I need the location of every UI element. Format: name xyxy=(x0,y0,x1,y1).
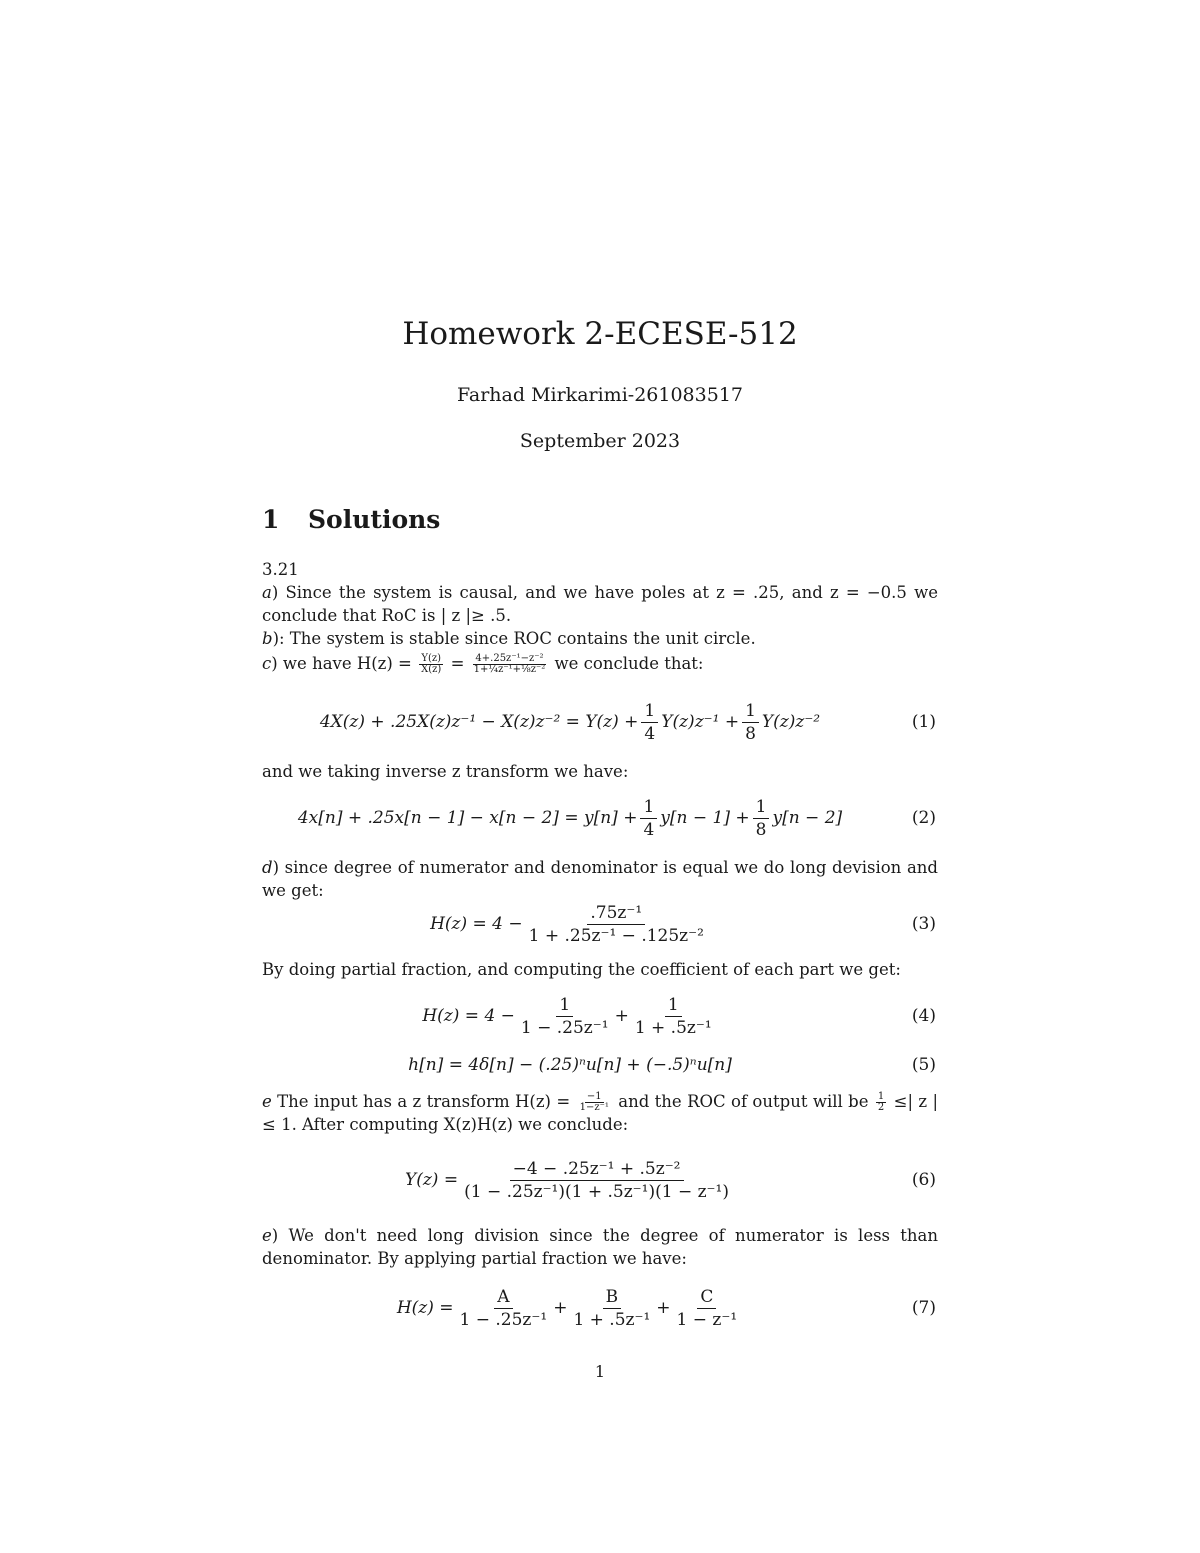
part-b xyxy=(262,627,938,650)
fraction-denominator: 8 xyxy=(755,819,767,840)
fraction-numerator: 1 xyxy=(877,1091,885,1102)
eq7-left: H(z) = xyxy=(396,1298,454,1318)
equation-3 xyxy=(262,904,938,944)
fraction-numerator: B xyxy=(603,1286,622,1309)
part-a xyxy=(262,581,938,627)
part-b-label: b xyxy=(262,629,273,648)
plus-sign: + xyxy=(614,1006,629,1026)
fraction-numerator: Y(z) xyxy=(421,653,442,664)
eq4-left: H(z) = 4 − xyxy=(422,1006,515,1026)
plus-sign: + xyxy=(656,1298,671,1318)
paragraph-problem-intro xyxy=(262,558,938,675)
part-d-label: d xyxy=(262,858,273,877)
part-b-text: ): The system is stable since ROC contains the unit circle. xyxy=(272,629,756,648)
fraction-denominator: (1 − .25z⁻¹)(1 + .5z⁻¹)(1 − z⁻¹) xyxy=(464,1181,729,1202)
part-d-text: ) since degree of numerator and denominator is equal we do long devision and we get: xyxy=(262,858,938,900)
section-title: Solutions xyxy=(308,505,441,534)
equation-4 xyxy=(262,996,938,1036)
fraction xyxy=(640,796,657,841)
equation-body xyxy=(262,702,878,742)
part-c-lead: ) we have H(z) = xyxy=(271,654,412,673)
part-e-tail: ≤| z |≤ 1. After computing X(z)H(z) we conclude: xyxy=(262,1092,939,1134)
fraction xyxy=(461,1158,732,1203)
date-line: September 2023 xyxy=(519,430,681,452)
fraction-numerator: .75z⁻¹ xyxy=(587,902,645,925)
part-e2-label: e xyxy=(262,1226,272,1245)
eq1-mid: Y(z)z⁻¹ + xyxy=(661,712,740,732)
fraction xyxy=(742,700,759,745)
inline-fraction-transfer xyxy=(472,654,548,675)
fraction-numerator: −4 − .25z⁻¹ + .5z⁻² xyxy=(510,1158,684,1181)
equation-body xyxy=(262,996,878,1036)
fraction-numerator: C xyxy=(697,1286,716,1309)
fraction-numerator: A xyxy=(494,1286,512,1309)
fraction-numerator: −1 xyxy=(586,1091,602,1102)
part-e2-text: ) We don't need long division since the degree of numerator is less than denominator. By applying partial fraction we have: xyxy=(262,1226,938,1268)
equation-number: (6) xyxy=(911,1170,936,1190)
fraction-numerator: 1 xyxy=(665,994,682,1017)
eq1-left: 4X(z) + .25X(z)z⁻¹ − X(z)z⁻² = Y(z) + xyxy=(319,712,639,732)
equation-number: (7) xyxy=(911,1298,936,1318)
plus-sign: + xyxy=(553,1298,568,1318)
equation-5 xyxy=(262,1048,938,1082)
fraction-numerator: 4+.25z⁻¹−z⁻² xyxy=(475,653,544,664)
paragraph-inverse-z: and we taking inverse z transform we have: xyxy=(262,762,629,781)
eq3-left: H(z) = 4 − xyxy=(430,914,523,934)
fraction-denominator: 1+¼z⁻¹+⅛z⁻² xyxy=(473,664,546,675)
equation-number: (1) xyxy=(911,712,936,732)
fraction-numerator: 1 xyxy=(641,700,658,723)
inline-fraction-yx xyxy=(419,654,443,675)
fraction xyxy=(641,700,658,745)
fraction-numerator: 1 xyxy=(640,796,657,819)
fraction-denominator: 1 + .5z⁻¹ xyxy=(634,1017,712,1038)
equals-sign: = xyxy=(450,654,465,673)
inline-fraction-input xyxy=(578,1092,611,1113)
equation-number: (3) xyxy=(911,914,936,934)
problem-number: 3.21 xyxy=(262,560,299,579)
equation-body xyxy=(262,904,878,944)
fraction-denominator: 1 + .5z⁻¹ xyxy=(573,1309,651,1330)
fraction xyxy=(753,796,770,841)
part-c xyxy=(262,652,938,675)
equation-1 xyxy=(262,702,938,742)
fraction-numerator: 1 xyxy=(742,700,759,723)
equation-body xyxy=(262,798,878,838)
fraction xyxy=(570,1286,653,1331)
fraction-denominator: X(z) xyxy=(421,664,442,675)
page-number: 1 xyxy=(594,1362,606,1381)
equation-6 xyxy=(262,1160,938,1200)
equation-7 xyxy=(262,1288,938,1328)
fraction-numerator: 1 xyxy=(556,994,573,1017)
fraction-denominator: 2 xyxy=(877,1102,885,1113)
part-a-text: ) Since the system is causal, and we have poles at z = .25, and z = −0.5 we conclude that RoC is | z |≥ .5. xyxy=(262,583,938,625)
equation-2 xyxy=(262,798,938,838)
equation-number: (5) xyxy=(911,1055,936,1075)
equation-number: (4) xyxy=(911,1006,936,1026)
equation-body xyxy=(262,1288,878,1328)
fraction-denominator: 4 xyxy=(644,723,656,744)
fraction-denominator: 1 − .25z⁻¹ xyxy=(459,1309,548,1330)
document-title: Homework 2-ECESE-512 xyxy=(402,316,798,352)
eq1-right: Y(z)z⁻² xyxy=(761,712,821,732)
fraction-denominator: 4 xyxy=(643,819,655,840)
part-e xyxy=(262,1090,938,1136)
inline-fraction-half xyxy=(876,1092,886,1113)
eq6-left: Y(z) = xyxy=(405,1170,459,1190)
fraction xyxy=(457,1286,551,1331)
section-number: 1 xyxy=(262,505,280,534)
part-c-label: c xyxy=(262,654,272,673)
fraction-denominator: 1 + .25z⁻¹ − .125z⁻² xyxy=(528,925,704,946)
fraction-denominator: 1 − z⁻¹ xyxy=(676,1309,738,1330)
equation-body xyxy=(262,1048,878,1082)
part-e-lead: The input has a z transform H(z) = xyxy=(277,1092,571,1111)
fraction-denominator: 8 xyxy=(745,723,756,744)
fraction xyxy=(518,994,612,1039)
paragraph-partial-fraction: By doing partial fraction, and computing the coefficient of each part we get: xyxy=(262,960,901,979)
eq2-left: 4x[n] + .25x[n − 1] − x[n − 2] = y[n] + xyxy=(297,808,638,828)
eq5-text: h[n] = 4δ[n] − (.25)ⁿu[n] + (−.5)ⁿu[n] xyxy=(408,1055,732,1075)
part-d xyxy=(262,856,938,902)
fraction xyxy=(632,994,715,1039)
eq2-mid: y[n − 1] + xyxy=(660,808,750,828)
equation-body xyxy=(262,1160,878,1200)
fraction-denominator: 1−z⁻¹ xyxy=(579,1102,609,1113)
section-heading xyxy=(262,505,440,534)
part-a-label: a xyxy=(262,583,272,602)
eq2-right: y[n − 2] xyxy=(772,808,843,828)
fraction-denominator: 1 − .25z⁻¹ xyxy=(520,1017,609,1038)
part-c-tail: we conclude that: xyxy=(554,654,704,673)
fraction-numerator: 1 xyxy=(753,796,770,819)
part-e-mid: and the ROC of output will be xyxy=(618,1092,869,1111)
author-line: Farhad Mirkarimi-261083517 xyxy=(457,384,743,406)
equation-number: (2) xyxy=(911,808,936,828)
part-e-second xyxy=(262,1224,938,1270)
fraction xyxy=(526,902,707,947)
fraction xyxy=(674,1286,741,1331)
part-e-label: e xyxy=(262,1092,272,1111)
